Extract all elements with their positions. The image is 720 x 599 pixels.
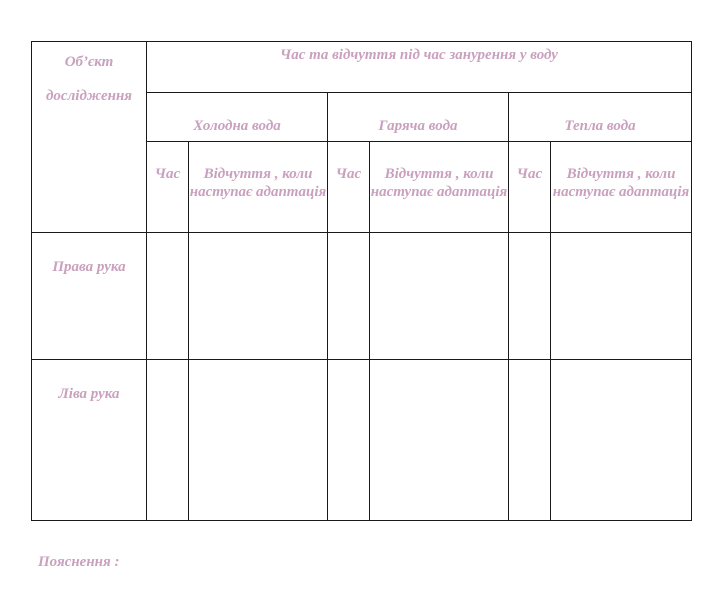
explanation-label: Пояснення : bbox=[38, 554, 120, 570]
cold-feeling-cell[interactable] bbox=[189, 233, 328, 360]
feeling-label: Відчуття , коли наступає адаптація bbox=[189, 166, 327, 200]
row-label-cell bbox=[32, 233, 147, 360]
main-header-label: Час та відчуття під час занурення у воду bbox=[280, 47, 558, 63]
hot-water-header bbox=[328, 93, 509, 142]
warm-feeling-cell[interactable] bbox=[551, 360, 692, 521]
warm-time-header bbox=[509, 142, 551, 233]
cold-feeling-header bbox=[189, 142, 328, 233]
warm-feeling-cell[interactable] bbox=[551, 233, 692, 360]
right-hand-label: Права рука bbox=[52, 259, 126, 275]
hot-feeling-header bbox=[370, 142, 509, 233]
table-row bbox=[32, 233, 692, 360]
time-label: Час bbox=[516, 166, 543, 182]
cold-water-header bbox=[147, 93, 328, 142]
time-label: Час bbox=[335, 166, 362, 182]
warm-feeling-header bbox=[551, 142, 692, 233]
warm-time-cell[interactable] bbox=[509, 360, 551, 521]
cold-feeling-cell[interactable] bbox=[189, 360, 328, 521]
cold-time-cell[interactable] bbox=[147, 360, 189, 521]
hot-feeling-cell[interactable] bbox=[370, 233, 509, 360]
adaptation-table bbox=[31, 41, 692, 521]
hot-water-label: Гаряча вода bbox=[378, 118, 458, 134]
cold-water-label: Холодна вода bbox=[193, 118, 281, 134]
hot-time-cell[interactable] bbox=[328, 360, 370, 521]
hot-time-cell[interactable] bbox=[328, 233, 370, 360]
left-hand-label: Ліва рука bbox=[58, 386, 120, 402]
main-header-cell bbox=[147, 42, 692, 93]
object-header-label: Об’єкт дослідження bbox=[45, 54, 133, 104]
warm-water-label: Тепла вода bbox=[564, 118, 636, 134]
row-label-cell bbox=[32, 360, 147, 521]
hot-time-header bbox=[328, 142, 370, 233]
cold-time-header bbox=[147, 142, 189, 233]
feeling-label: Відчуття , коли наступає адаптація bbox=[370, 166, 508, 200]
object-header-cell bbox=[32, 42, 147, 233]
warm-water-header bbox=[509, 93, 692, 142]
table-row bbox=[32, 360, 692, 521]
feeling-label: Відчуття , коли наступає адаптація bbox=[552, 166, 690, 200]
warm-time-cell[interactable] bbox=[509, 233, 551, 360]
time-label: Час bbox=[154, 166, 181, 182]
hot-feeling-cell[interactable] bbox=[370, 360, 509, 521]
cold-time-cell[interactable] bbox=[147, 233, 189, 360]
